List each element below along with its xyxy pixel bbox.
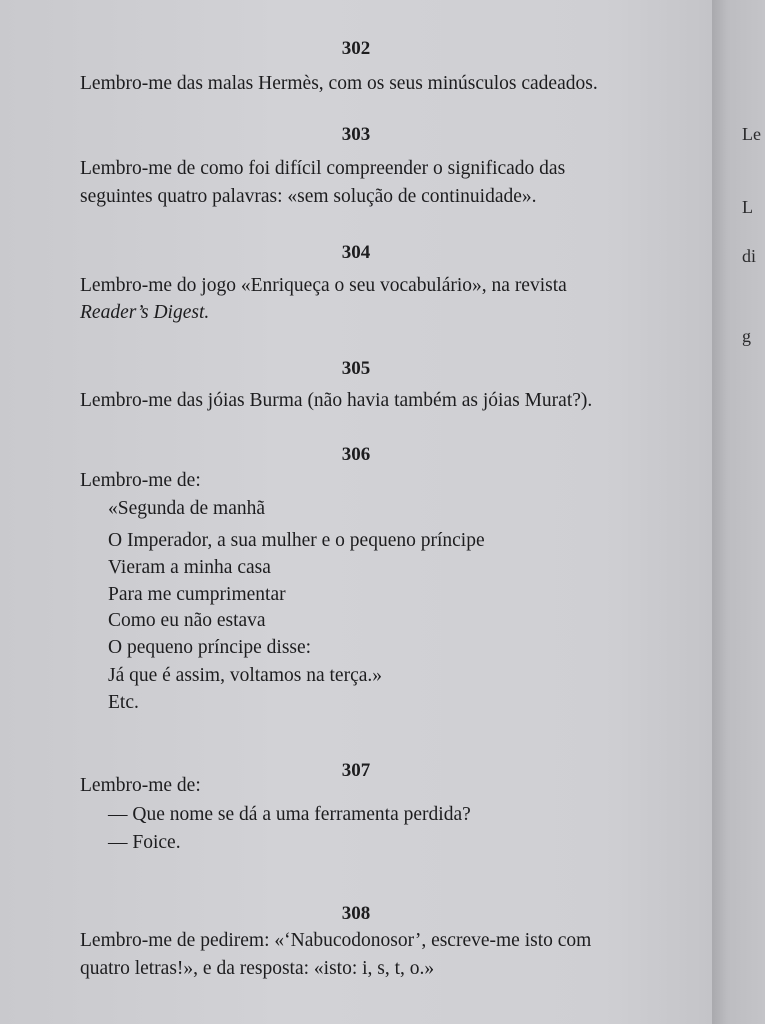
facing-page-edge	[712, 0, 765, 1024]
entry-text: Lembro-me das malas Hermès, com os seus minúsculos cadeados.	[80, 73, 598, 94]
entry-number: 305	[341, 358, 371, 379]
verse-line: Vieram a minha casa	[108, 557, 271, 578]
entry-number: 302	[341, 38, 371, 59]
entry-intro: Lembro-me de:	[80, 775, 201, 796]
entry-text: Lembro-me das jóias Burma (não havia também as jóias Murat?).	[80, 390, 593, 411]
entry-number: 308	[341, 903, 371, 924]
entry-number: 307	[341, 760, 371, 781]
verse-line: O pequeno príncipe disse:	[108, 637, 312, 658]
entry-intro: Lembro-me de:	[80, 470, 201, 491]
entry-text: quatro letras!», e da resposta: «isto: i, s, t, o.»	[80, 958, 435, 979]
verse-line: O Imperador, a sua mulher e o pequeno príncipe	[108, 530, 485, 551]
facing-page-fragment: Le	[742, 124, 761, 144]
facing-page-fragment: di	[742, 246, 757, 266]
verse-line: «Segunda de manhã	[108, 498, 266, 519]
verse-line: — Que nome se dá a uma ferramenta perdida?	[108, 804, 471, 825]
verse-line: Etc.	[108, 692, 139, 713]
verse-line: — Foice.	[108, 832, 181, 853]
entry-text: Lembro-me de como foi difícil compreender o significado das	[80, 158, 566, 179]
facing-page-fragment: L	[742, 197, 753, 217]
verse-line: Já que é assim, voltamos na terça.»	[108, 665, 382, 686]
entry-text: Lembro-me de pedirem: «‘Nabucodonosor’, escreve-me isto com	[80, 930, 592, 951]
entry-text: seguintes quatro palavras: «sem solução de continuidade».	[80, 186, 537, 207]
entry-number: 304	[341, 242, 371, 263]
entry-text: Lembro-me do jogo «Enriqueça o seu vocabulário», na revista	[80, 275, 567, 296]
entry-number: 306	[341, 444, 371, 465]
verse-line: Para me cumprimentar	[108, 584, 286, 605]
entry-text: Reader’s Digest.	[80, 302, 210, 323]
entry-number: 303	[341, 124, 371, 145]
verse-line: Como eu não estava	[108, 610, 266, 631]
facing-page-fragment: g	[742, 326, 751, 346]
